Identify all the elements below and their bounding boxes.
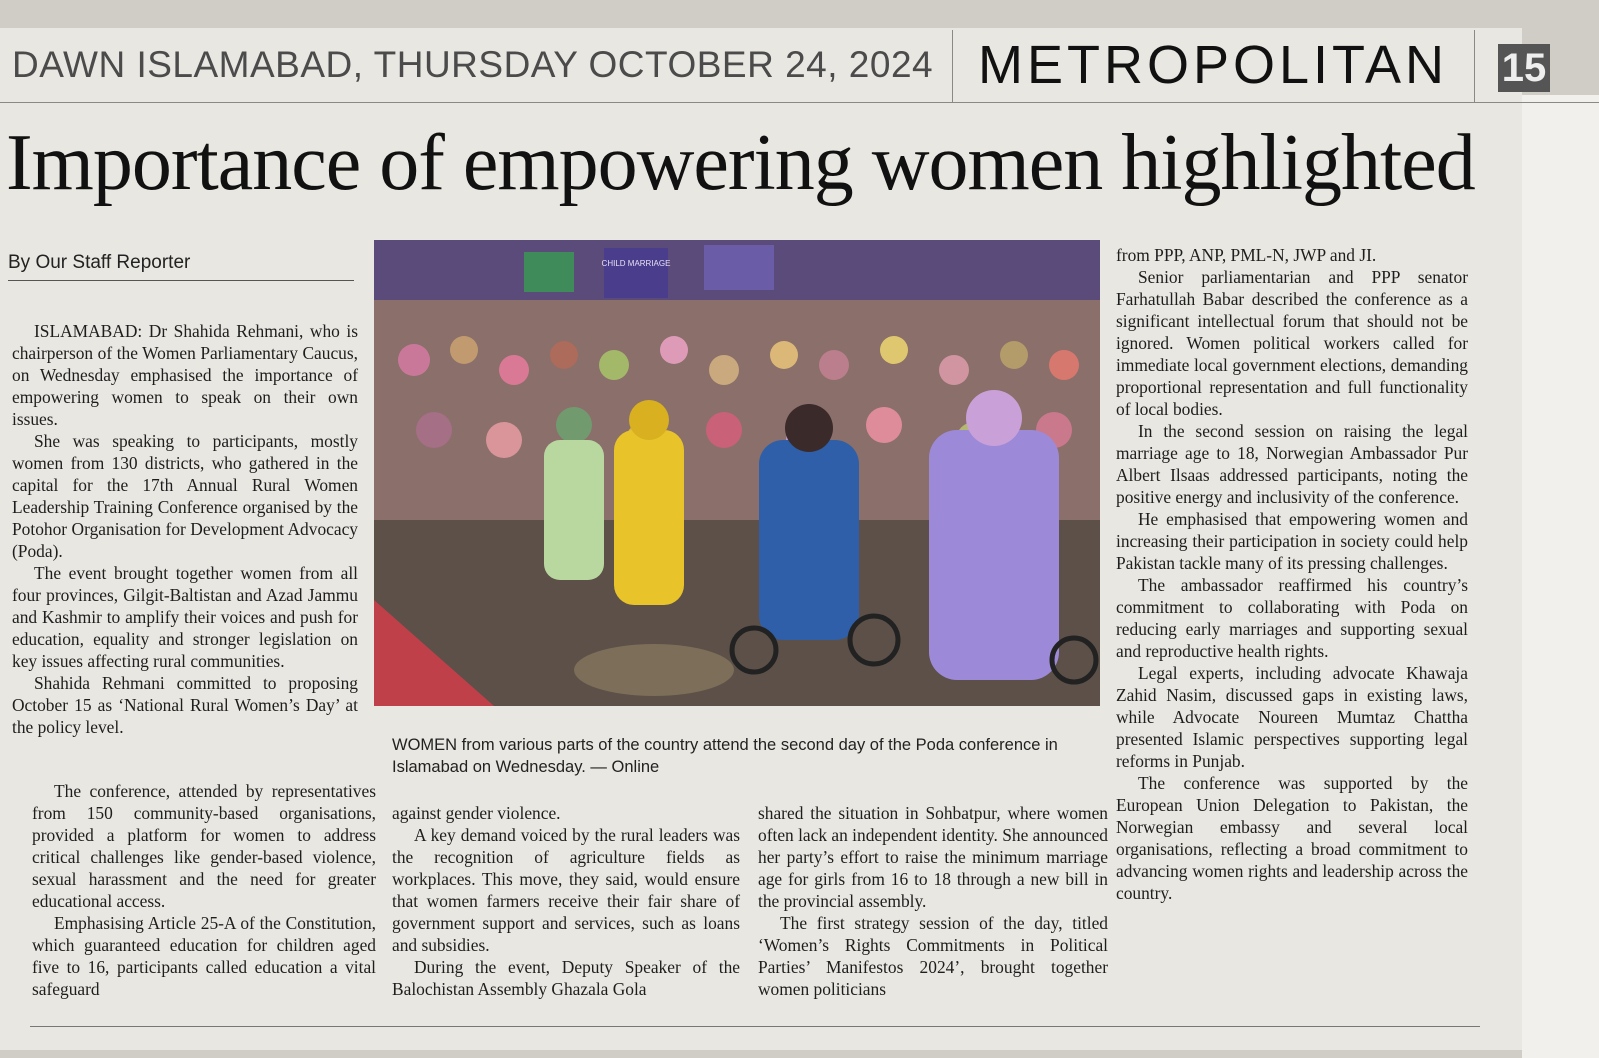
- paragraph: Legal experts, including advocate Khawaja Zahid Nasim, discussed gaps in existing laws, while Advocate Noureen Mumtaz Chattha presented Islamic perspectives supporting legal reforms in Punjab.: [1116, 663, 1468, 771]
- masthead: [0, 30, 1599, 103]
- paragraph: During the event, Deputy Speaker of the Balochistan Assembly Ghazala Gola: [392, 957, 740, 999]
- paragraph: The event brought together women from all four provinces, Gilgit-Baltistan and Azad Jammu and Kashmir to amplify their voices and push for education, equality and stronger legislation on key issues affecting rural communities.: [12, 563, 358, 671]
- paragraph: The conference was supported by the European Union Delegation to Pakistan, the Norwegian embassy and several local organisations, reflecting a broad commitment to advancing women rights and leadership across the country.: [1116, 773, 1468, 903]
- photo-conference-crowd: [374, 240, 1100, 706]
- article-photo: [374, 240, 1100, 706]
- article-headline: Importance of empowering women highlighted: [6, 119, 1475, 207]
- paragraph: Shahida Rehmani committed to proposing October 15 as ‘National Rural Women’s Day’ at the policy level.: [12, 673, 358, 737]
- article-column-1: [12, 320, 358, 738]
- masthead-section-title: METROPOLITAN: [978, 35, 1449, 95]
- masthead-date-line: DAWN ISLAMABAD, THURSDAY OCTOBER 24, 2024: [12, 44, 934, 85]
- article-column-4: [1116, 244, 1468, 904]
- article-column-1-bottom: [32, 780, 376, 1000]
- paragraph: The first strategy session of the day, titled ‘Women’s Rights Commitments in Political Parties’ Manifestos 2024’, brought together women politicians: [758, 913, 1108, 999]
- article-column-3: [758, 802, 1108, 1000]
- paragraph: Emphasising Article 25-A of the Constitution, which guaranteed education for children aged five to 16, participants called education a vital safeguard: [32, 913, 376, 999]
- page-number-badge: 15: [1498, 44, 1550, 92]
- byline-rule: [8, 280, 354, 281]
- bottom-rule: [30, 1026, 1480, 1027]
- photo-caption: WOMEN from various parts of the country attend the second day of the Poda conference in Islamabad on Wednesday. — Online: [392, 736, 1058, 776]
- paragraph: She was speaking to participants, mostly women from 130 districts, who gathered in the capital for the 17th Annual Rural Women Leadership Training Conference organised by the Potohor Organisation for Development Advocacy (Poda).: [12, 431, 358, 561]
- photo-banner-text: CHILD MARRIAGE: [601, 259, 671, 268]
- masthead-divider: [952, 30, 953, 102]
- article-byline: By Our Staff Reporter: [8, 252, 191, 273]
- paragraph: The conference, attended by representatives from 150 community-based organisations, provided a platform for women to address critical challenges like gender-based violence, sexual harassment and the need for greater educational access.: [32, 781, 376, 911]
- masthead-divider: [1474, 30, 1475, 102]
- paragraph: shared the situation in Sohbatpur, where women often lack an independent identity. She announced her party’s effort to raise the minimum marriage age for girls from 16 to 18 through a new bill in the provincial assembly.: [758, 803, 1108, 911]
- paragraph: from PPP, ANP, PML-N, JWP and JI.: [1116, 245, 1377, 265]
- paragraph: against gender violence.: [392, 803, 561, 823]
- paragraph: He emphasised that empowering women and increasing their participation in society could help Pakistan tackle many of its pressing challenges.: [1116, 509, 1468, 573]
- paragraph: A key demand voiced by the rural leaders was the recognition of agriculture fields as workplaces. This move, they said, would ensure that women farmers receive their fair share of government support and services, such as loans and subsidies.: [392, 825, 740, 955]
- paragraph: In the second session on raising the legal marriage age to 18, Norwegian Ambassador Pur Albert Ilsaas addressed participants, noting the positive energy and inclusivity of the conference.: [1116, 421, 1468, 507]
- paragraph: The ambassador reaffirmed his country’s commitment to collaborating with Poda on reducing early marriages and supporting sexual and reproductive health rights.: [1116, 575, 1468, 661]
- paragraph: ISLAMABAD: Dr Shahida Rehmani, who is chairperson of the Women Parliamentary Caucus, on Wednesday emphasised the importance of empowering women to speak on their own issues.: [12, 321, 358, 429]
- paragraph: Senior parliamentarian and PPP senator Farhatullah Babar described the conference as a significant intellectual forum that should not be ignored. Women political workers called for immediate local government elections, demanding proportional representation and full functionality of local bodies.: [1116, 267, 1468, 419]
- page-edge: [1522, 95, 1599, 1058]
- article-column-2: [392, 802, 740, 1000]
